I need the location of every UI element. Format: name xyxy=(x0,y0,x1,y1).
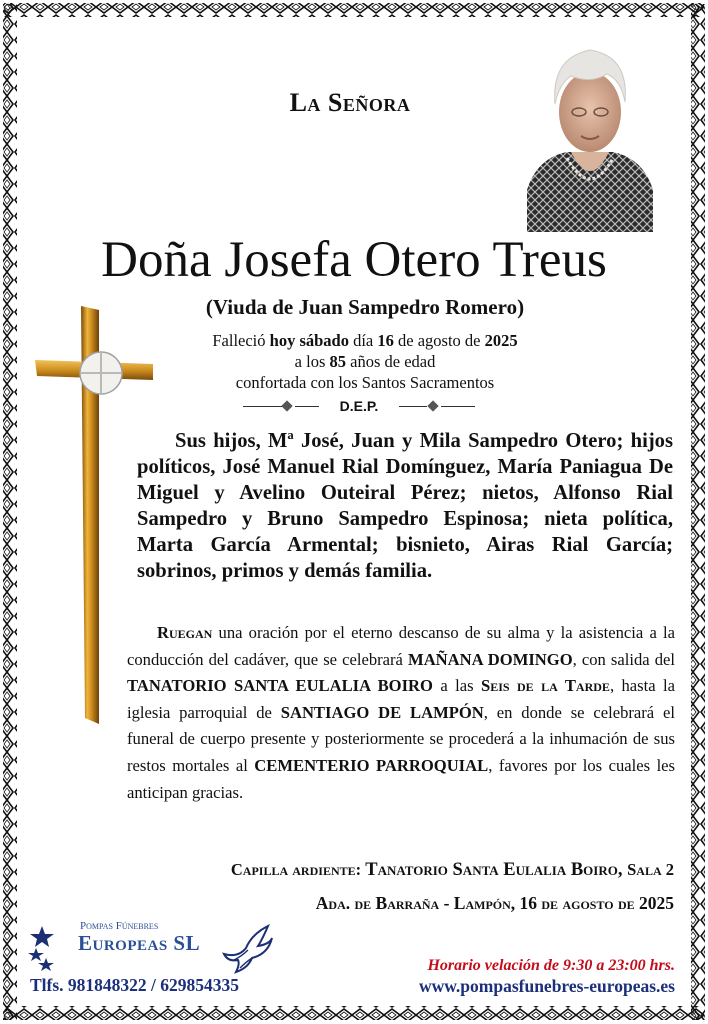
phone-numbers: Tlfs. 981848322 / 629854335 xyxy=(30,975,240,995)
diamond-icon xyxy=(427,400,438,411)
family-paragraph: Sus hijos, Mª José, Juan y Mila Sampedro Otero; hijos políticos, José Manuel Rial Domínguez, María Paniagua De Miguel y Avelino Outeiral Pérez; nietos, Alfonso Rial Sampedro y Bruno Sampedro Espinosa; nieta política, Marta García Armental; bisnieto, Airas Rial García; sobrinos, primos y demás familia. xyxy=(137,430,673,582)
company-logo xyxy=(28,918,278,978)
dep-label: D.E.P. xyxy=(339,398,379,414)
portrait-photo xyxy=(527,40,653,232)
logo-name: Europeas SL xyxy=(78,931,201,955)
viewing-hours: Horario velación de 9:30 a 23:00 hrs. xyxy=(427,957,675,974)
logo-tagline: Pompas Fúnebres xyxy=(80,920,159,932)
death-date-line: Falleció hoy sábado día 16 de agosto de 2025 xyxy=(212,331,518,350)
address-date-line: Ada. de Barraña - Lampón, 16 de agosto de 2025 xyxy=(315,893,674,913)
chapel-line: Capilla ardiente: Tanatorio Santa Eulalia Boiro, Sala 2 xyxy=(230,860,674,880)
deceased-name: Doña Josefa Otero Treus xyxy=(101,232,607,288)
diamond-icon xyxy=(281,400,292,411)
website-link[interactable]: www.pompasfunebres-europeas.es xyxy=(418,976,675,996)
request-paragraph: Ruegan una oración por el eterno descanso de su alma y la asistencia a la conducción del cadáver, que se celebrará MAÑANA DOMINGO, con salida del TANATORIO SANTA EULALIA BOIRO a las Seis de la Tarde, hasta la iglesia parroquial de SANTIAGO DE LAMPÓN, en donde se celebrará el funeral de cuerpo presente y posteriormente se procederá a la inhumación de sus restos mortales al CEMENTERIO PARROQUIAL, favores por los cuales les anticipan gracias. xyxy=(127,623,676,802)
sacraments-line: confortada con los Santos Sacramentos xyxy=(235,373,495,392)
honorific-heading: La Señora xyxy=(289,88,411,117)
star-icon xyxy=(28,926,72,974)
age-line: a los 85 años de edad xyxy=(294,352,436,371)
dove-icon xyxy=(218,924,274,974)
widow-subtitle: (Viuda de Juan Sampedro Romero) xyxy=(205,295,525,319)
dep-divider xyxy=(243,398,475,418)
